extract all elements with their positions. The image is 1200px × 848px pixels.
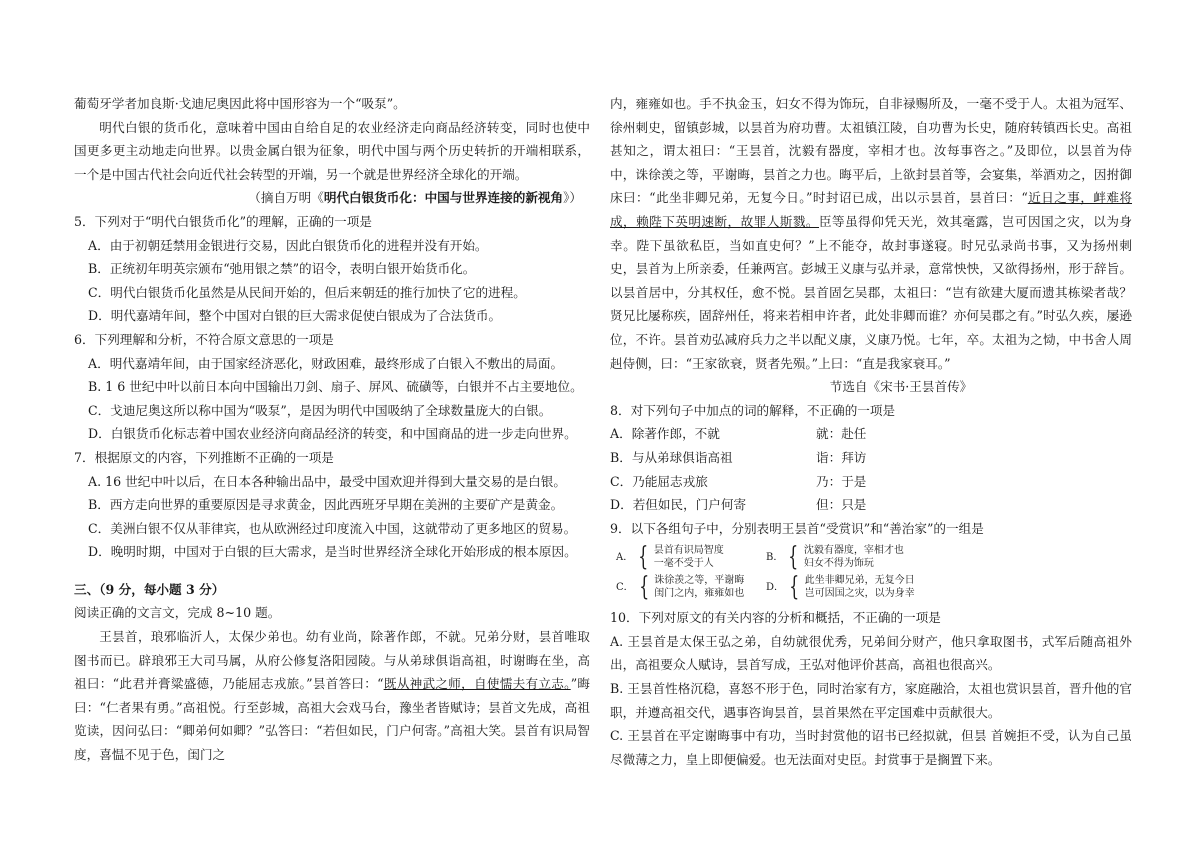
q6-option-d: D．白银货币化标志着中国农业经济向商品经济的转变，和中国商品的进一步走向世界。 <box>88 426 577 442</box>
q6-option-a: A．明代嘉靖年间，由于国家经济恶化，财政困难，最终形成了白银入不敷出的局面。 <box>88 355 564 371</box>
q8-option-a: A．除著作郎，不就 就：赴任 <box>610 426 867 442</box>
q7-option-c: C．美洲白银不仅从菲律宾，也从欧洲经过印度流入中国，这就带动了更多地区的贸易。 <box>88 520 577 536</box>
intro-paragraph: 葡萄牙学者加良斯·戈迪尼奥因此将中国形容为一个“吸泵”。 <box>74 96 406 111</box>
q5-stem: 5．下列对于“明代白银货币化”的理解，正确的一项是 <box>74 213 372 229</box>
q7-option-d: D．晚明时期，中国对于白银的巨大需求，是当时世界经济全球化开始形成的根本原因。 <box>88 544 577 560</box>
q6-option-b: B. 1 6 世纪中叶以前日本向中国输出刀剑、扇子、屏风、硫磺等，白银并不占主要地位。 <box>88 379 583 395</box>
q5-option-a: A．由于初朝廷禁用金银进行交易，因此白银货币化的进程并没有开始。 <box>88 237 488 253</box>
right-column <box>610 92 1132 771</box>
q9-stem: 9．以下各组句子中，分别表明王昙首“受赏识”和“善治家”的一组是 <box>610 520 984 536</box>
q9-option-d: D． { 此坐非卿兄弟，无复今日 岂可因国之灾，以为身幸 <box>766 572 915 603</box>
q7-stem: 7．根据原文的内容，下列推断不正确的一项是 <box>74 449 334 465</box>
q6-stem: 6．下列理解和分析，不符合原文意思的一项是 <box>74 331 334 347</box>
underlined-sentence-2: 近日之事，衅难将成，赖陛下英明速断，故罪人斯戮。 <box>610 190 1133 229</box>
q8-option-d: D．若但如民，门户何寄 但：只是 <box>610 497 867 513</box>
section-three-heading: 三、（9 分，每小题 3 分） <box>74 581 225 597</box>
q9-option-c: C． { 诛徐羡之等，平谢晦 闺门之内，雍雍如也 <box>616 572 745 603</box>
q7-option-b: B．西方走向世界的重要原因是寻求黄金，因此西班牙早期在美洲的主要矿产是黄金。 <box>88 497 564 513</box>
q5-option-c: C．明代白银货币化虽然是从民间开始的，但后来朝廷的推行加快了它的进程。 <box>88 284 526 300</box>
underlined-sentence-1: 既从神武之师，自使懦夫有立志。 <box>383 676 571 692</box>
q6-option-c: C．戈迪尼奥这所以称中国为“吸泵”，是因为明代中国吸纳了全球数量庞大的白银。 <box>88 402 552 418</box>
q5-option-b: B．正统初年明英宗颁布“弛用银之禁”的诏令，表明白银开始货币化。 <box>88 261 476 277</box>
passage-source: 节选自《宋书·王昙首传》 <box>829 379 973 395</box>
reading-instruction: 阅读正确的文言文，完成 8~10 题。 <box>74 605 281 621</box>
classical-passage-part1: 王昙首，琅邪临沂人，太保少弟也。幼有业尚，除著作郎，不就。兄弟分财，昙首唯取图书而已。辟琅邪王大司马属，从府公修复洛阳园陵。与从弟球俱诣高祖，时谢晦在坐，高祖曰：“此君并膏粱盛德，乃能屈志戎旅。”昙首答曰：“既从神武之师，自使懦夫有立志。”晦曰：“仁者果有勇。”高祖悦。行至彭城，高祖大会戏马台，豫坐者皆赋诗；昙首文先成，高祖览读，因问弘曰：“卿弟何如卿？”弘答曰：“若但如民，门户何寄。”高祖大笑。昙首有识局智度，喜愠不见于色，闺门之 <box>74 629 590 763</box>
q8-option-c: C．乃能屈志戎旅 乃：于是 <box>610 473 867 489</box>
q8-stem: 8．对下列句子中加点的词的解释，不正确的一项是 <box>610 402 896 418</box>
q10-option-a: A. 王昙首是太保王弘之弟，自幼就很优秀，兄弟间分财产，他只拿取图书，式军后随高祖外出，高祖要众人赋诗，昙首写成，王弘对他评价甚高，高祖也很高兴。 <box>610 633 1132 673</box>
q9-option-b: B． { 沈毅有器度，宰相才也 妇女不得为饰玩 <box>766 542 904 573</box>
q10-stem: 10．下列对原文的有关内容的分析和概括，不正确的一项是 <box>610 610 941 626</box>
left-column <box>74 92 590 767</box>
q10-option-b: B. 王昙首性格沉稳，喜怒不形于色，同时治家有方，家庭融洽，太祖也赏识昙首，晋升他的官职，并遵高祖交代，遇事咨询昙首，昙首果然在平定国难中贡献很大。 <box>610 681 1132 720</box>
classical-passage-part2: 内，雍雍如也。手不执金玉，妇女不得为饰玩，自非禄赐所及，一毫不受于人。太祖为冠军、徐州刺史，留镇彭城，以昙首为府功曹。太祖镇江陵，自功曹为长史，随府转镇西长史。高祖甚知之，谓太祖曰：“王昙首，沈毅有器度，宰相才也。汝每事咨之。”及即位，以昙首为侍中，诛徐羡之等，平谢晦，昙首之力也。晦平后，上欲封昙首等，会宴集，举酒劝之，因拊御床曰：“此坐非卿兄弟，无复今日。”时封诏已成，出以示昙首，昙首曰：“近日之事，衅难将成，赖陛下英明速断，故罪人斯戮。臣等虽得仰凭天光，效其毫露，岂可因国之灾，以为身幸。陛下虽欲私臣，当如直史何？”上不能夺，故封事遂寝。时兄弘录尚书事，又为扬州刺史，昙首为上所亲委，任兼两宫。彭城王义康与弘并录，意常怏怏，又欲得扬州，形于辞旨。以昙首居中，分其权任，愈不悦。昙首固乞吴郡，太祖曰：“岂有欲建大厦而遗其栋梁者哉？贤兄比屡称疾，固辞州任，将来若相申许者，此处非卿而谁？亦何吴郡之有。”时弘久疾，屡逊位，不许。昙首劝弘减府兵力之半以配义康，义康乃悦。七年，卒。太祖为之恸，中书舍人周赳侍侧，曰：“王家欲衰，贤者先殒。”上曰：“直是我家衰耳。” <box>610 96 1133 371</box>
q9-option-a: A． { 昙首有识局智度 一毫不受于人 <box>616 542 724 573</box>
q9-options <box>616 542 1132 603</box>
q8-option-b: B．与从弟球俱诣高祖 诣：拜访 <box>610 449 867 465</box>
q10-option-c: C. 王昙首在平定谢晦事中有功，当时封赏他的诏书已经拟就，但昙 首婉拒不受，认为自己虽尽微薄之力，皇上即便偏爱。也无法面对史臣。封赏事于是搁置下来。 <box>610 728 1132 767</box>
source-title: 明代白银货币化：中国与世界连接的新视角 <box>323 190 564 206</box>
source-citation: （摘自万明《明代白银货币化：中国与世界连接的新视角》） <box>248 190 582 206</box>
main-paragraph: 明代白银的货币化，意味着中国由自给自足的农业经济走向商品经济转变，同时也使中国更多更主动地走向世界。以贵金属白银为征象，明代中国与两个历史转折的开端相联系，一个是中国古代社会向近代社会转型的开端，另一个就是世界经济全球化的开端。 <box>74 119 590 182</box>
q5-option-d: D．明代嘉靖年间，整个中国对白银的巨大需求促使白银成为了合法货币。 <box>88 308 502 324</box>
q7-option-a: A. 16 世纪中叶以后，在日本各种输出品中，最受中国欢迎并得到大量交易的是白银。 <box>88 473 566 489</box>
